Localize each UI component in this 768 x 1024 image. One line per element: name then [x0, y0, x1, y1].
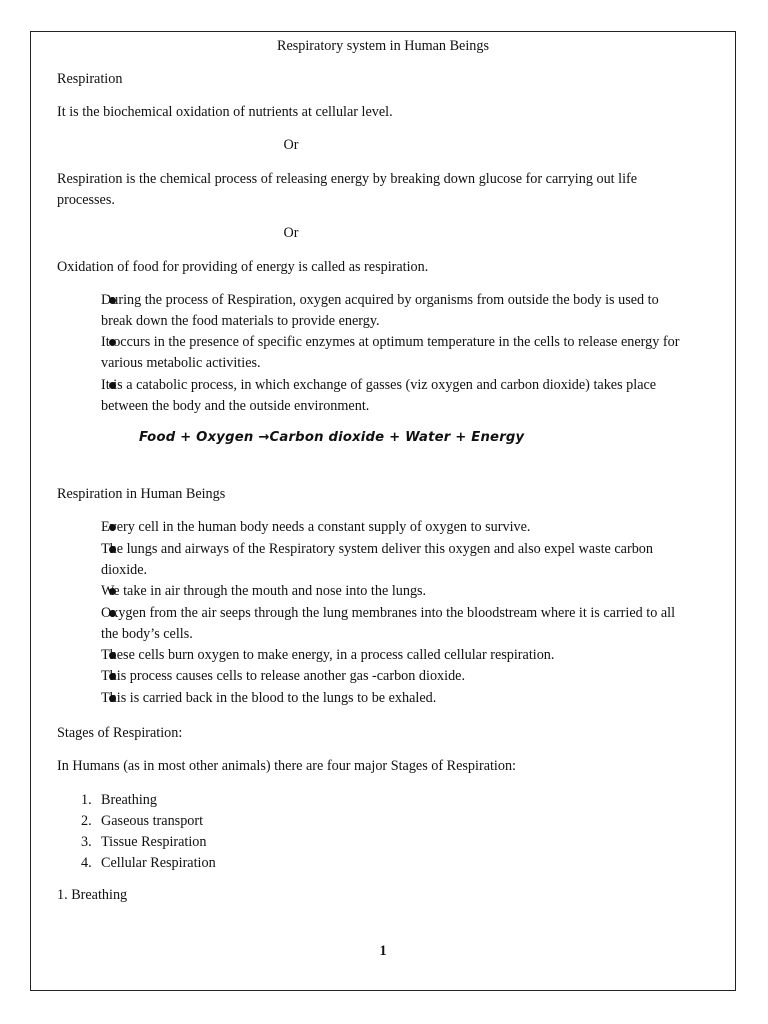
or-separator-1: Or — [283, 137, 299, 153]
bullet2-item7-line1: This is carried back in the blood to the lungs to be exhaled. — [101, 690, 437, 706]
bullet1-item2-line1: It occurs in the presence of specific enzymes at optimum temperature in the cells to release energy for — [101, 334, 680, 350]
bullet2-item5-line1: These cells burn oxygen to make energy, in a process called cellular respiration. — [101, 647, 555, 663]
definition-3: Oxidation of food for providing of energy is called as respiration. — [57, 259, 429, 275]
bullet1-item3-line2: between the body and the outside environment. — [101, 398, 370, 414]
stage-number: 2. — [81, 813, 92, 829]
stage-label: Breathing — [101, 792, 157, 808]
definition-2-line-2: processes. — [57, 192, 115, 208]
bullet2-item2-line1: The lungs and airways of the Respiratory system deliver this oxygen and also expel waste carbon — [101, 541, 653, 557]
stage-label: Gaseous transport — [101, 813, 204, 829]
stage-number: 1. — [81, 792, 92, 808]
bullet2-item3-line1: We take in air through the mouth and nose into the lungs. — [101, 583, 427, 599]
bullet2-item6-line1: This process causes cells to release another gas -carbon dioxide. — [101, 668, 466, 684]
bullet1-item2-line2: various metabolic activities. — [101, 355, 261, 371]
document-page — [30, 31, 736, 991]
stage-label: Tissue Respiration — [101, 834, 207, 850]
bullet2-item4-line1: Oxygen from the air seeps through the lung membranes into the bloodstream where it is carried to all — [101, 605, 676, 621]
bullet2-item2-line2: dioxide. — [101, 562, 148, 578]
page-number: 1 — [379, 943, 387, 959]
stage-label: Cellular Respiration — [101, 855, 216, 871]
bullet1-item3-line1: It is a catabolic process, in which exchange of gasses (viz oxygen and carbon dioxide) takes place — [101, 377, 657, 393]
definition-1: It is the biochemical oxidation of nutrients at cellular level. — [57, 104, 393, 120]
bullet1-item1-line2: break down the food materials to provide energy. — [101, 313, 380, 329]
stages-intro: In Humans (as in most other animals) there are four major Stages of Respiration: — [57, 758, 517, 774]
heading-respiration-human: Respiration in Human Beings — [57, 486, 226, 502]
document-title: Respiratory system in Human Beings — [276, 38, 489, 54]
stage-number: 4. — [81, 855, 92, 871]
stage-number: 3. — [81, 834, 92, 850]
heading-stages: Stages of Respiration: — [57, 725, 183, 741]
bullet2-item1-line1: Every cell in the human body needs a constant supply of oxygen to survive. — [101, 519, 531, 535]
bullet1-item1-line1: During the process of Respiration, oxygen acquired by organisms from outside the body is used to — [101, 292, 659, 308]
definition-2-line-1: Respiration is the chemical process of releasing energy by breaking down glucose for carrying out life — [57, 171, 638, 187]
heading-respiration: Respiration — [57, 71, 123, 87]
bullet2-item4-line2: the body’s cells. — [101, 626, 193, 642]
heading-breathing: 1. Breathing — [57, 887, 128, 903]
respiration-equation: Food + Oxygen →Carbon dioxide + Water + Energy — [139, 430, 525, 445]
or-separator-2: Or — [283, 225, 299, 241]
